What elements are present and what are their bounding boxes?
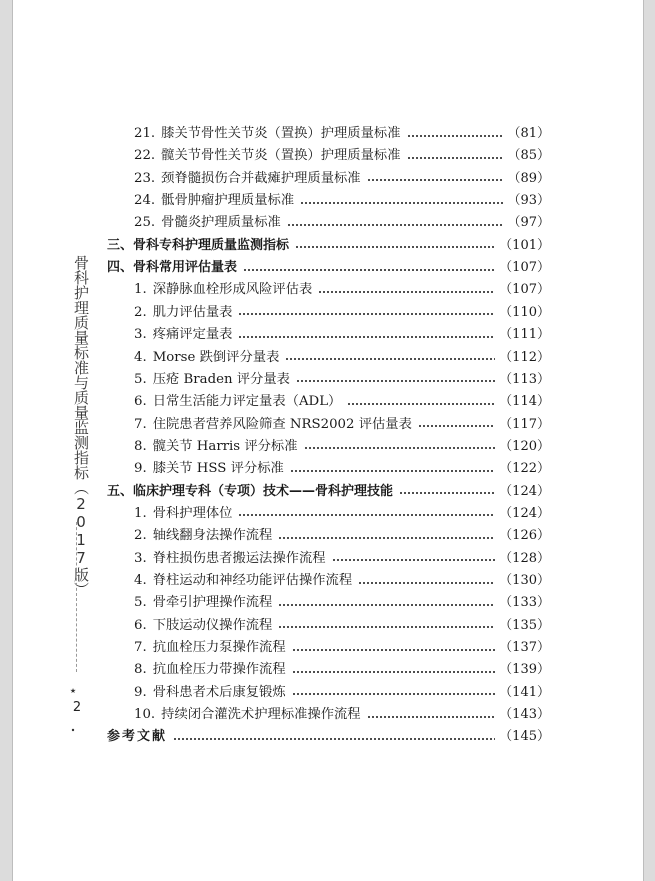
toc-entry-row[interactable] [134,325,550,345]
toc-page-number: （137） [499,640,550,656]
toc-dot-leader [285,358,495,360]
toc-entry-title: 骨科患者术后康复锻炼 [152,684,286,700]
toc-page-number: （89） [507,170,550,186]
toc-page-number: （126） [499,528,550,544]
toc-entry-title: 膝关节 HSS 评分标准 [152,461,284,477]
toc-entry-number: 9. [134,684,147,700]
toc-dot-leader [399,492,495,494]
toc-page-number: （130） [499,573,550,588]
toc-entry-number: 2. [134,528,147,544]
toc-section-row[interactable] [107,727,550,747]
svg-text:★: ★ [69,687,77,695]
toc-page-number: （111） [499,327,550,343]
toc-page-number: （113） [499,371,550,387]
book-page [12,0,644,881]
toc-entry-row[interactable] [134,660,550,680]
toc-dot-leader [407,135,504,137]
toc-entry-number: 23. [134,170,156,186]
folio-number: 2 [72,700,82,715]
toc-entry-number: 6. [134,394,147,410]
toc-entry-title: 参考文献 [107,729,168,745]
toc-page-number: （85） [507,148,550,164]
toc-dot-leader [238,313,495,315]
toc-entry-number: 9. [134,461,147,477]
toc-entry-row[interactable] [134,593,550,613]
toc-entry-row[interactable] [134,303,550,323]
toc-dot-leader [287,224,504,226]
toc-entry-row[interactable] [134,191,550,211]
toc-entry-number: 1. [134,282,147,298]
toc-entry-title: 骨科常用评估量表 [133,260,238,276]
toc-entry-number: 5. [134,371,147,387]
toc-entry-title: 骶骨肿瘤护理质量标准 [161,193,295,209]
toc-entry-row[interactable] [134,124,550,144]
toc-page-number: （97） [507,215,550,231]
toc-entry-title: 髋关节骨性关节炎（置换）护理质量标准 [161,148,401,164]
toc-entry-title: 临床护理专科（专项）技术——骨科护理技能 [133,483,394,499]
toc-entry-row[interactable] [134,370,550,390]
toc-page-number: （143） [499,707,550,723]
toc-entry-title: 深静脉血栓形成风险评估表 [152,282,313,298]
toc-page-number: （128） [499,550,550,566]
toc-entry-number: 5. [134,595,147,611]
toc-entry-title: 颈脊髓损伤合并截瘫护理质量标准 [161,170,361,186]
toc-entry-row[interactable] [134,459,550,479]
toc-entry-title: 骨髓炎护理质量标准 [161,215,281,231]
toc-entry-number: 3. [134,327,147,343]
toc-dot-leader [358,582,495,584]
toc-page-number: （107） [499,282,550,298]
toc-entry-row[interactable] [134,638,550,658]
toc-entry-number: 2. [134,304,147,320]
toc-page-number: （107） [499,260,550,276]
toc-page-number: （117） [499,416,550,432]
toc-page-number: （145） [499,729,550,745]
toc-dot-leader [347,403,495,405]
toc-entry-row[interactable] [134,348,550,368]
toc-section-row[interactable] [107,482,550,502]
toc-entry-title: 持续闭合灌洗术护理标准操作流程 [161,707,361,723]
toc-page-number: （124） [499,505,550,521]
toc-dot-leader [367,179,504,181]
toc-dot-leader [367,716,496,718]
toc-entry-row[interactable] [134,571,550,591]
toc-entry-title: 日常生活能力评定量表（ADL） [152,394,342,410]
toc-dot-leader [278,537,495,539]
toc-page-number: （141） [499,684,550,700]
toc-entry-title: 骨牵引护理操作流程 [152,595,273,611]
toc-entry-number: 6. [134,617,147,633]
toc-entry-title: 下肢运动仪操作流程 [152,617,273,633]
running-title: 骨科护理质量标准与质量监测指标（2017版） [72,255,90,597]
toc-dot-leader [278,604,495,606]
toc-entry-title: 抗血栓压力带操作流程 [152,662,286,678]
toc-entry-row[interactable] [134,526,550,546]
toc-page-number: （114） [499,394,550,410]
toc-entry-number: 三、 [107,237,134,253]
toc-page-number: （120） [499,438,550,454]
toc-entry-row[interactable] [134,504,550,524]
toc-entry-number: 4. [134,349,147,365]
toc-entry-number: 7. [134,640,147,656]
toc-entry-title: Morse 跌倒评分量表 [152,349,280,365]
toc-page-number: （135） [499,617,550,633]
toc-dot-leader [418,425,495,427]
toc-page-number: （81） [507,126,550,141]
toc-entry-row[interactable] [134,616,550,636]
toc-page-number: （124） [499,483,550,499]
toc-entry-row[interactable] [134,683,550,703]
toc-dot-leader [292,671,496,673]
toc-entry-title: 住院患者营养风险筛查 NRS2002 评估量表 [152,416,412,432]
toc-entry-number: 8. [134,438,147,454]
toc-page-number: （101） [499,237,550,253]
toc-dot-leader [304,447,496,449]
toc-page-number: （93） [507,193,550,209]
toc-dot-leader [238,336,495,338]
toc-entry-row[interactable] [134,392,550,412]
toc-entry-number: 五、 [107,483,134,499]
toc-entry-row[interactable] [134,213,550,233]
toc-entry-number: 7. [134,416,147,432]
toc-dot-leader [278,626,495,628]
toc-entry-row[interactable] [134,146,550,166]
toc-dot-leader [332,559,496,561]
toc-entry-row[interactable] [134,549,550,569]
toc-entry-title: 膝关节骨性关节炎（置换）护理质量标准 [161,126,401,141]
toc-page-number: （110） [499,304,550,320]
toc-dot-leader [295,246,495,248]
toc-entry-title: 骨科专科护理质量监测指标 [133,237,290,253]
toc-entry-row[interactable] [134,169,550,189]
toc-entry-title: 压疮 Braden 评分量表 [152,371,290,387]
toc-dot-leader [290,470,495,472]
toc-entry-number: 24. [134,193,156,209]
toc-entry-title: 脊柱运动和神经功能评估操作流程 [152,573,353,588]
toc-entry-number: 21. [134,126,156,141]
toc-dot-leader [296,380,495,382]
toc-dot-leader [173,738,495,740]
toc-entry-row[interactable] [134,437,550,457]
toc-section-row[interactable] [107,236,550,256]
toc-entry-title: 疼痛评定量表 [152,327,233,343]
toc-entry-title: 脊柱损伤患者搬运法操作流程 [152,550,326,566]
toc-entry-row[interactable] [134,280,550,300]
toc-entry-title: 骨科护理体位 [152,505,233,521]
toc-entry-title: 轴线翻身法操作流程 [152,528,273,544]
toc-dot-leader [407,157,504,159]
toc-entry-title: 肌力评估量表 [152,304,233,320]
toc-entry-title: 髋关节 Harris 评分标准 [152,438,298,454]
toc-entry-number: 8. [134,662,147,678]
toc-page-number: （122） [499,461,550,477]
toc-dot-leader [243,269,495,271]
toc-entry-row[interactable] [134,705,550,725]
toc-entry-number: 1. [134,505,147,521]
toc-dot-leader [318,291,495,293]
toc-dot-leader [300,202,503,204]
toc-entry-number: 3. [134,550,147,566]
toc-dot-leader [292,649,496,651]
toc-entry-number: 四、 [107,260,134,276]
toc-page-number: （139） [499,662,550,678]
toc-page-number: （133） [499,595,550,611]
toc-entry-number: 4. [134,573,147,588]
table-of-contents [13,0,643,881]
toc-entry-number: 22. [134,148,156,164]
toc-page-number: （112） [499,349,550,365]
toc-dot-leader [292,693,496,695]
toc-entry-number: 25. [134,215,156,231]
toc-entry-title: 抗血栓压力泵操作流程 [152,640,286,656]
toc-dot-leader [238,514,495,516]
toc-entry-row[interactable] [134,415,550,435]
toc-section-row[interactable] [107,258,550,278]
toc-entry-number: 10. [134,707,156,723]
